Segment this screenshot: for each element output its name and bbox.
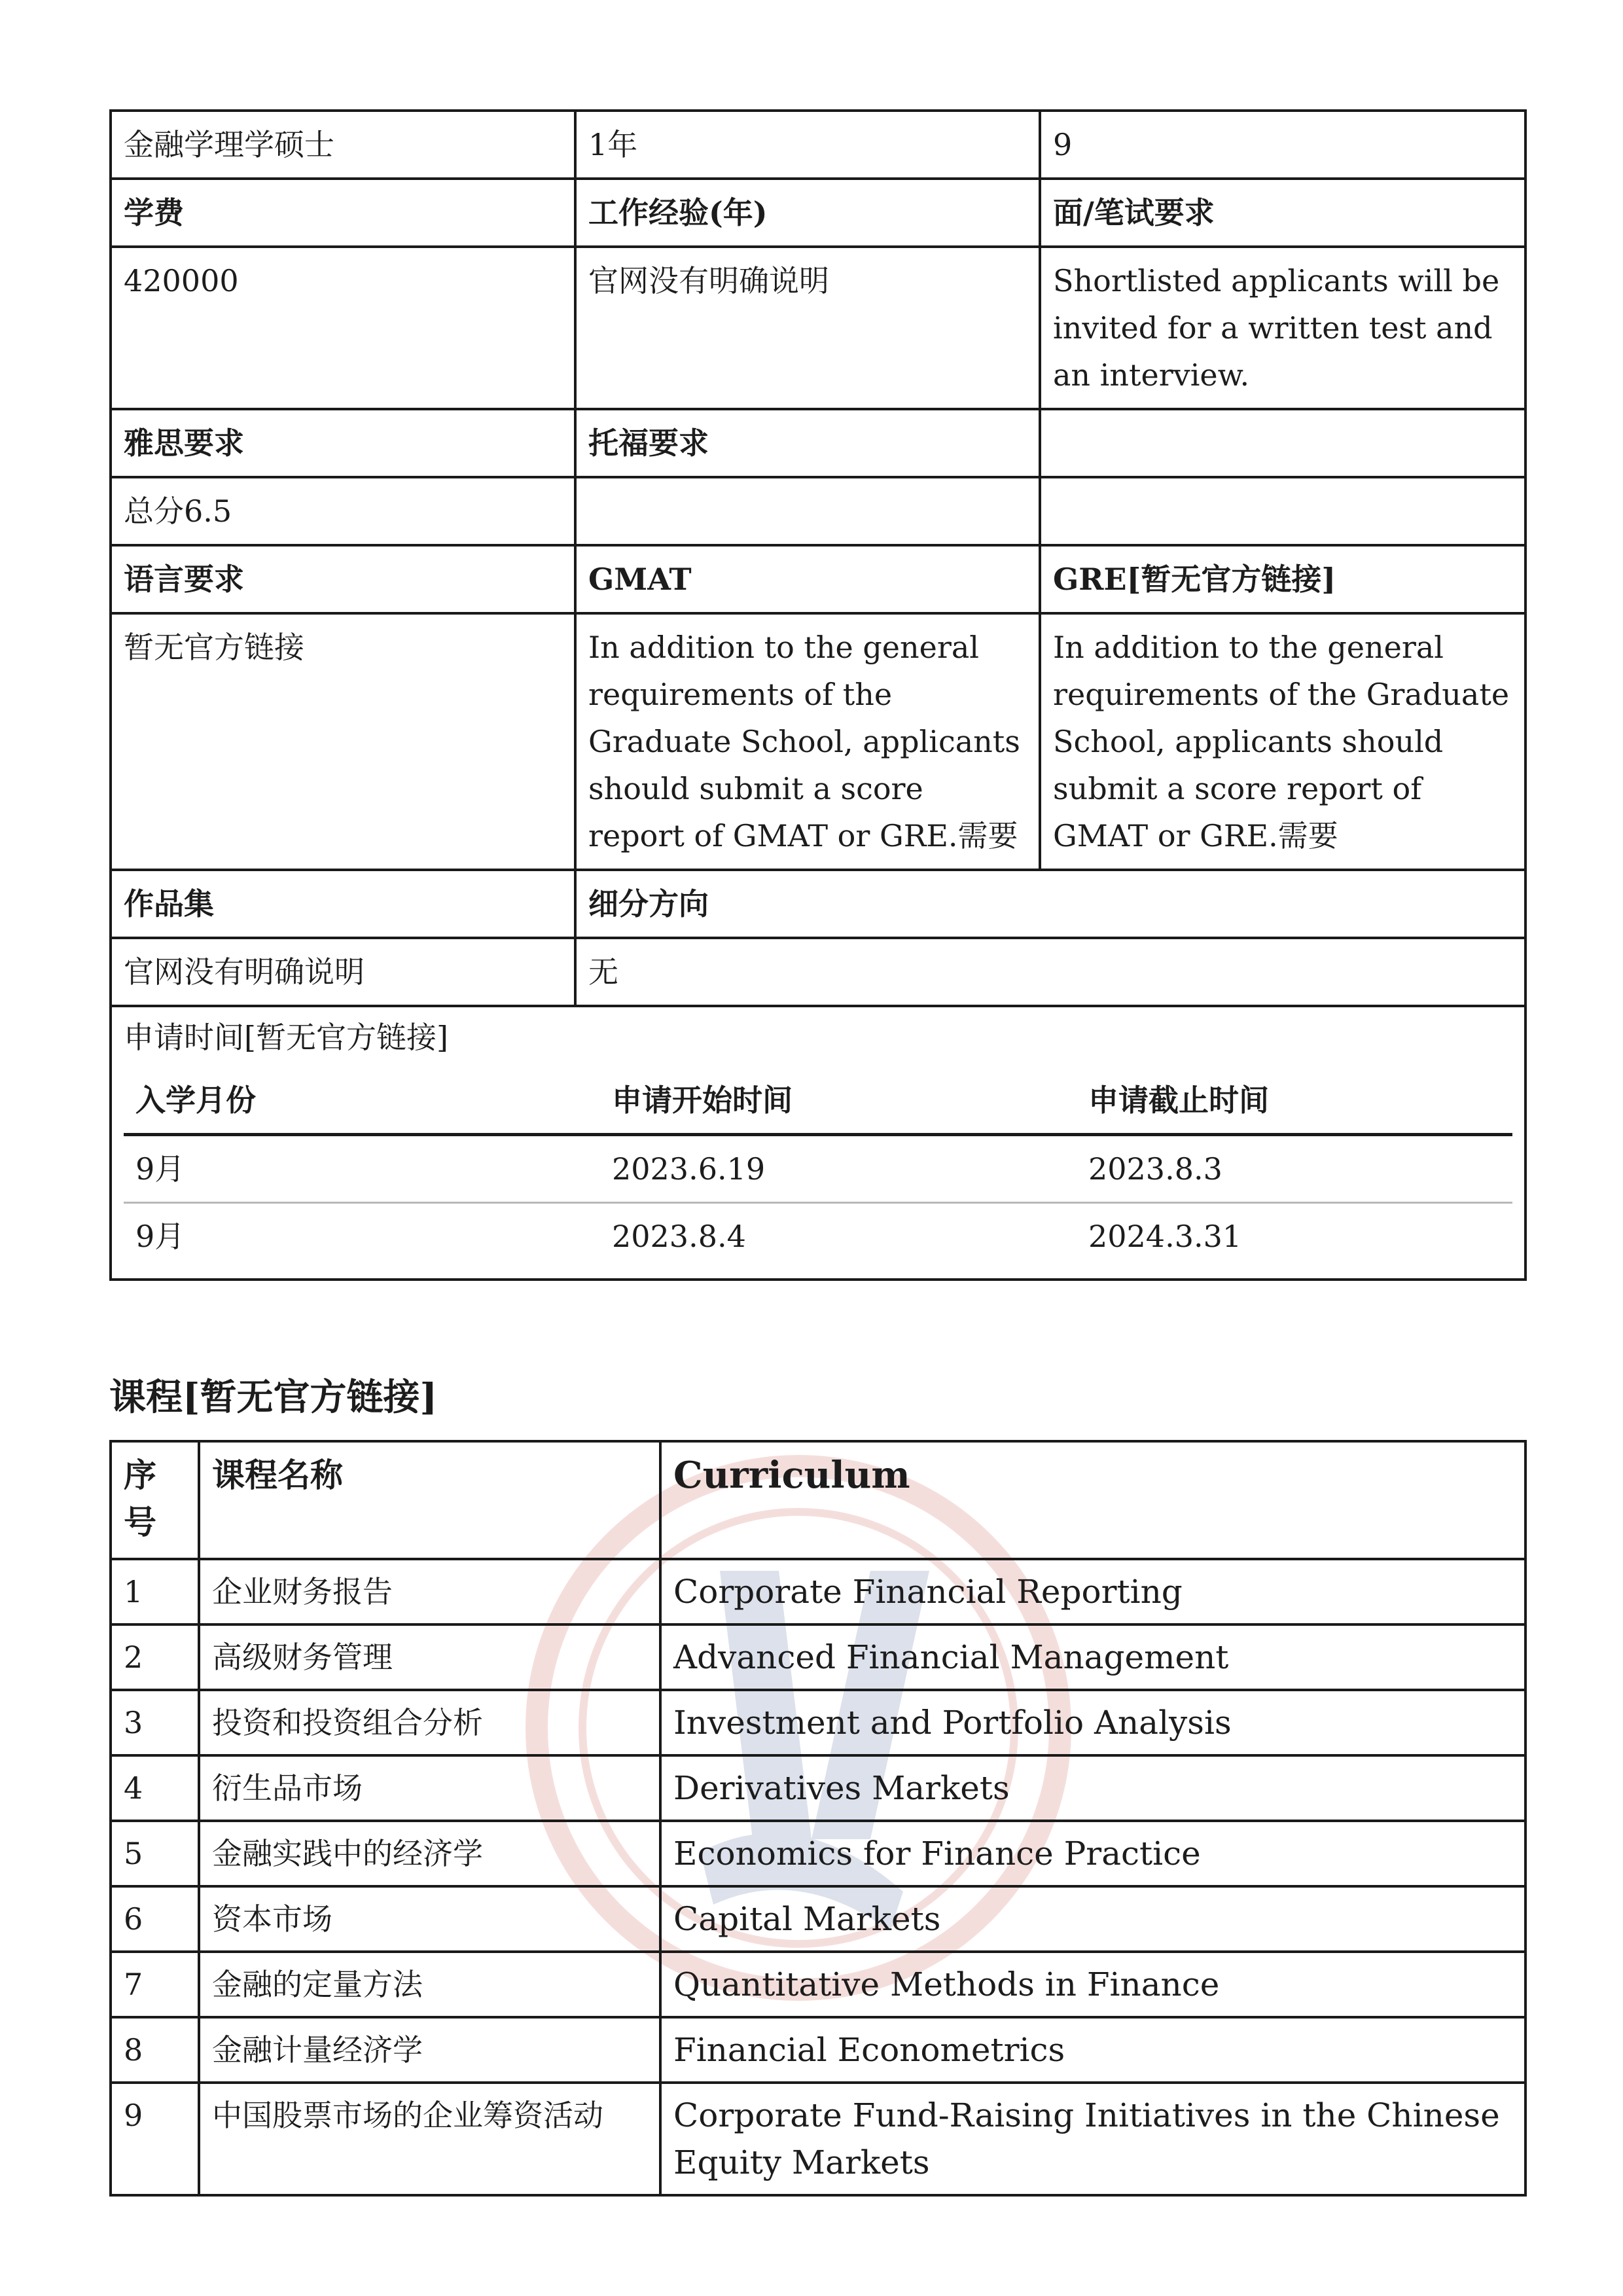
courses-section-title: 课程[暂无官方链接] <box>109 1376 437 1419</box>
course-name-header: 课程名称 <box>199 1441 660 1559</box>
course-index: 2 <box>111 1624 199 1690</box>
start-date: 2023.6.19 <box>600 1135 1077 1203</box>
course-index: 7 <box>111 1952 199 2017</box>
timeline-title: 申请时间[暂无官方链接] <box>124 1020 448 1055</box>
course-name-en: Investment and Portfolio Analysis <box>660 1690 1525 1755</box>
value-row-language <box>111 613 1525 870</box>
course-name-en: Quantitative Methods in Finance <box>660 1952 1525 2017</box>
interview-value: Shortlisted applicants will be invited for a written test and an interview. <box>1040 247 1525 409</box>
work-exp-label: 工作经验(年) <box>575 179 1040 247</box>
courses-header-row <box>111 1441 1525 1559</box>
intake-month-header: 入学月份 <box>124 1067 600 1135</box>
empty-cell <box>1040 409 1525 477</box>
course-name-en: Economics for Finance Practice <box>660 1821 1525 1886</box>
course-row <box>111 2083 1525 2195</box>
language-value: 暂无官方链接 <box>111 613 575 870</box>
value-row-portfolio <box>111 938 1525 1006</box>
tuition-label: 学费 <box>111 179 575 247</box>
portfolio-value: 官网没有明确说明 <box>111 938 575 1006</box>
deadline: 2023.8.3 <box>1077 1135 1512 1203</box>
course-row <box>111 1755 1525 1821</box>
course-name-cn: 金融实践中的经济学 <box>199 1821 660 1886</box>
course-name-cn: 投资和投资组合分析 <box>199 1690 660 1755</box>
program-number: 9 <box>1040 111 1525 179</box>
timeline-header <box>124 1067 1512 1135</box>
course-index: 5 <box>111 1821 199 1886</box>
course-name-en: Capital Markets <box>660 1886 1525 1952</box>
deadline-header: 申请截止时间 <box>1077 1067 1512 1135</box>
gre-label: GRE[暂无官方链接] <box>1040 545 1525 613</box>
course-name-cn: 衍生品市场 <box>199 1755 660 1821</box>
course-name-cn: 高级财务管理 <box>199 1624 660 1690</box>
tuition-value: 420000 <box>111 247 575 409</box>
course-index: 9 <box>111 2083 199 2195</box>
program-name: 金融学理学硕士 <box>111 111 575 179</box>
intake-month: 9月 <box>124 1135 600 1203</box>
header-row-fees <box>111 179 1525 247</box>
course-name-cn: 资本市场 <box>199 1886 660 1952</box>
course-name-en: Corporate Fund-Raising Initiatives in the Chinese Equity Markets <box>660 2083 1525 2195</box>
portfolio-label: 作品集 <box>111 870 575 938</box>
courses-table <box>109 1440 1527 2197</box>
course-row <box>111 2017 1525 2083</box>
toefl-value <box>575 477 1040 545</box>
gre-value: In addition to the general requirements of the Graduate School, applicants should submit a score report of GMAT or GRE.需要 <box>1040 613 1525 870</box>
timeline-cell <box>111 1006 1525 1280</box>
course-name-en: Derivatives Markets <box>660 1755 1525 1821</box>
deadline: 2024.3.31 <box>1088 1219 1242 1254</box>
course-row <box>111 1952 1525 2017</box>
gmat-label: GMAT <box>575 545 1040 613</box>
course-index: 8 <box>111 2017 199 2083</box>
course-row <box>111 1821 1525 1886</box>
course-name-cn: 中国股票市场的企业筹资活动 <box>199 2083 660 2195</box>
timeline-row-item <box>124 1203 1512 1270</box>
subdirection-label: 细分方向 <box>575 870 1525 938</box>
header-row-portfolio <box>111 870 1525 938</box>
course-name-en: Financial Econometrics <box>660 2017 1525 2083</box>
course-name-cn: 企业财务报告 <box>199 1559 660 1624</box>
course-row <box>111 1886 1525 1952</box>
empty-cell <box>1040 477 1525 545</box>
course-name-cn: 金融的定量方法 <box>199 1952 660 2017</box>
curriculum-header: Curriculum <box>660 1441 1525 1559</box>
value-row-tests <box>111 477 1525 545</box>
course-name-en: Corporate Financial Reporting <box>660 1559 1525 1624</box>
timeline-table <box>124 1067 1512 1269</box>
course-index: 3 <box>111 1690 199 1755</box>
ielts-label: 雅思要求 <box>111 409 575 477</box>
toefl-label: 托福要求 <box>575 409 1040 477</box>
header-row-language <box>111 545 1525 613</box>
start-date: 2023.8.4 <box>612 1219 746 1254</box>
course-index: 6 <box>111 1886 199 1952</box>
timeline-row <box>111 1006 1525 1280</box>
course-name-cn: 金融计量经济学 <box>199 2017 660 2083</box>
interview-label: 面/笔试要求 <box>1040 179 1525 247</box>
course-row <box>111 1690 1525 1755</box>
header-row-tests <box>111 409 1525 477</box>
course-row <box>111 1624 1525 1690</box>
course-row <box>111 1559 1525 1624</box>
program-duration: 1年 <box>575 111 1040 179</box>
ielts-value: 总分6.5 <box>111 477 575 545</box>
course-index: 4 <box>111 1755 199 1821</box>
language-label: 语言要求 <box>111 545 575 613</box>
program-row <box>111 111 1525 179</box>
gmat-value: In addition to the general requirements of the Graduate School, applicants should submit a score report of GMAT or GRE.需要 <box>575 613 1040 870</box>
course-index: 1 <box>111 1559 199 1624</box>
work-exp-value: 官网没有明确说明 <box>575 247 1040 409</box>
subdirection-value: 无 <box>575 938 1525 1006</box>
value-row-fees <box>111 247 1525 409</box>
course-name-en: Advanced Financial Management <box>660 1624 1525 1690</box>
intake-month: 9月 <box>135 1219 185 1254</box>
start-date-header: 申请开始时间 <box>600 1067 1077 1135</box>
program-info-table <box>109 109 1527 1281</box>
index-header: 序号 <box>111 1441 199 1559</box>
timeline-row-item <box>124 1135 1512 1203</box>
